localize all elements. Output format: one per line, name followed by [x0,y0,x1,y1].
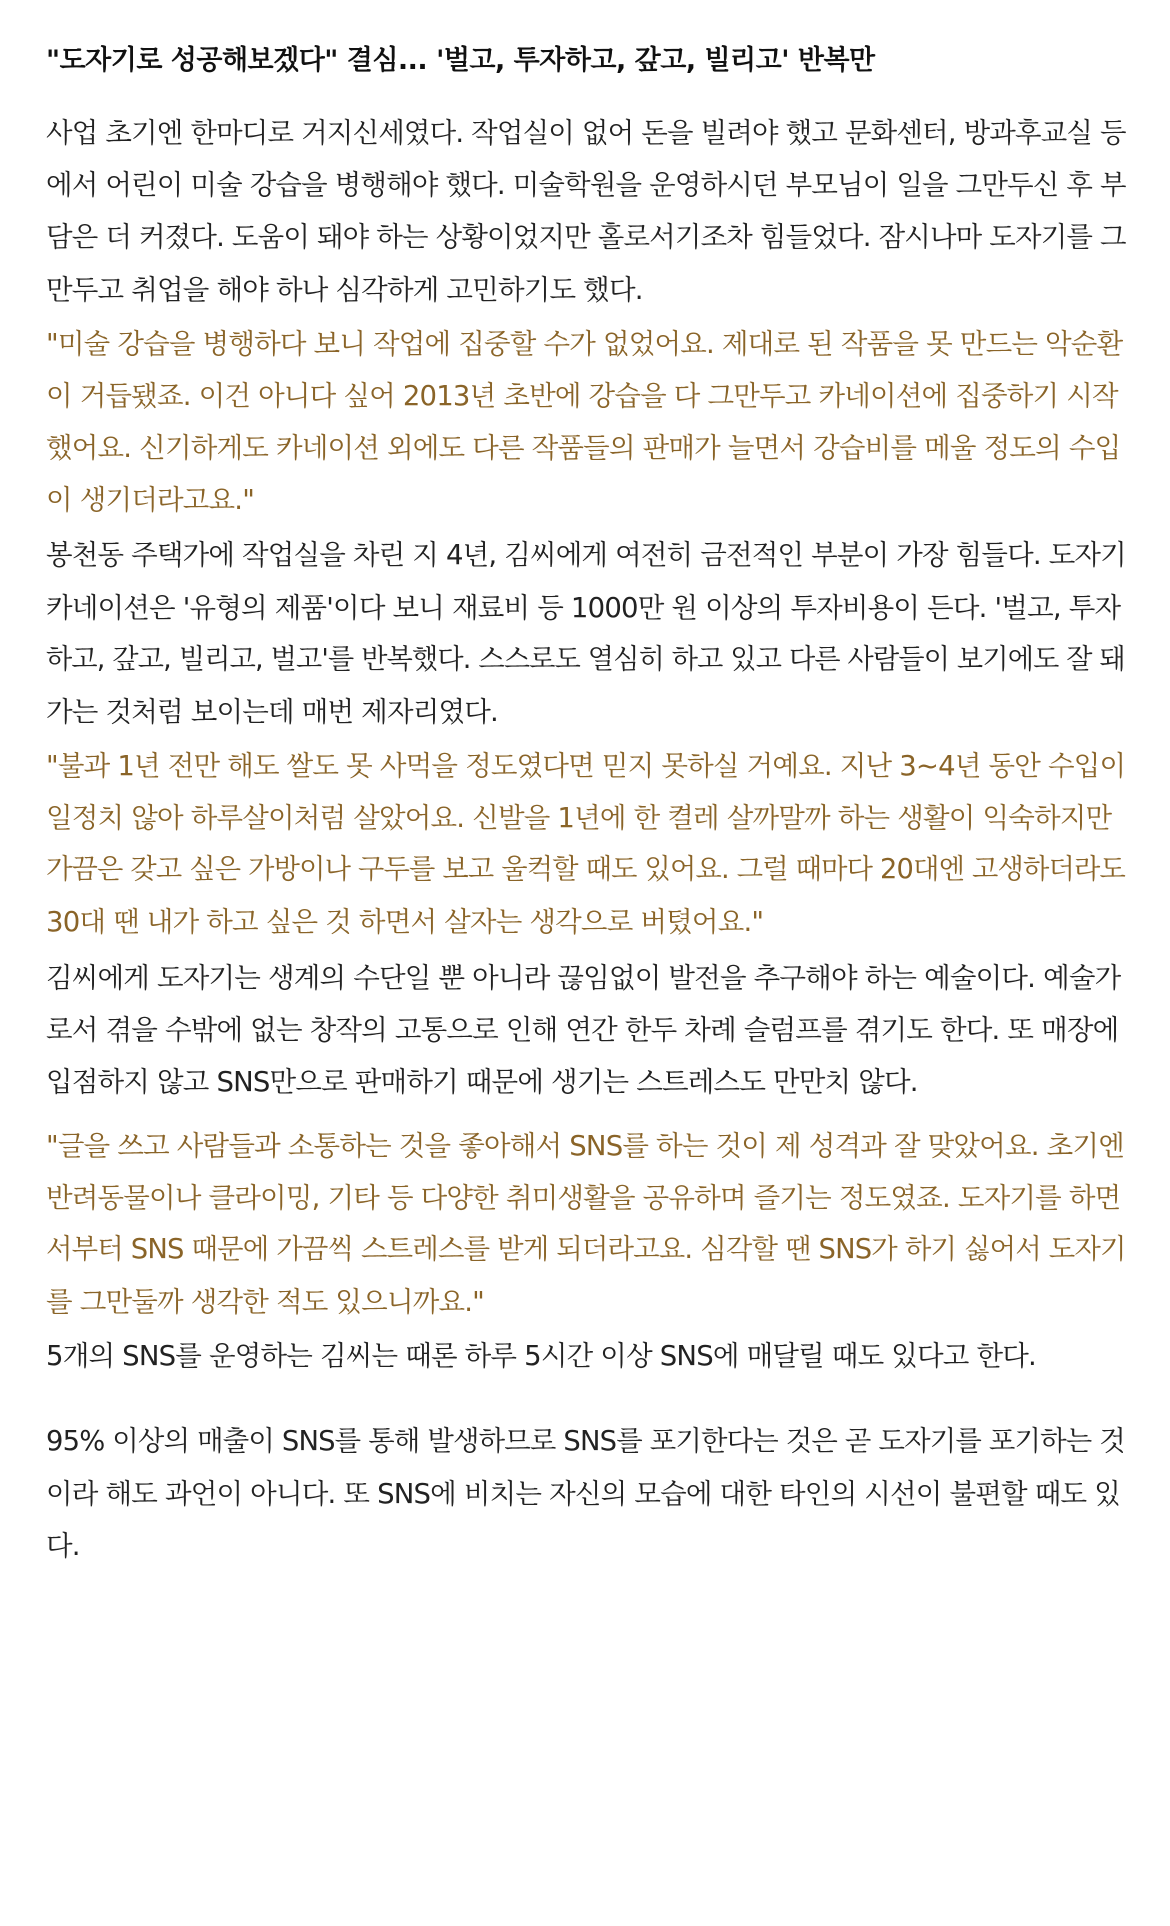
text-line: 가는 것처럼 보이는데 매번 제자리였다. [46,696,498,728]
text-line: 만두고 취업을 해야 하나 심각하게 고민하기도 했다. [46,274,643,306]
text-line: 다. [46,1530,80,1562]
text-line: 에서 어린이 미술 강습을 병행해야 했다. 미술학원을 운영하시던 부모님이 일을 그만두신 후 부 [46,170,1126,201]
text-line: 30대 땐 내가 하고 싶은 것 하면서 살자는 생각으로 버텼어요." [46,906,764,938]
text-line: 로서 겪을 수밖에 없는 창작의 고통으로 인해 연간 한두 차례 슬럼프를 겪기도 한다. 또 매장에 [46,1014,1119,1046]
quote-paragraph [46,1120,1126,1328]
text-line: 를 그만둘까 생각한 적도 있으니까요." [46,1286,485,1318]
text-line: 가끔은 갖고 싶은 가방이나 구두를 보고 울컥할 때도 있어요. 그럴 때마다 20대엔 고생하더라도 [46,854,1126,885]
text-line: 반려동물이나 클라이밍, 기타 등 다양한 취미생활을 공유하며 즐기는 정도였죠. 도자기를 하면 [46,1182,1121,1214]
text-line: 95% 이상의 매출이 SNS를 통해 발생하므로 SNS를 포기한다는 것은 곧 도자기를 포기하는 것 [46,1426,1125,1457]
text-line: 김씨에게 도자기는 생계의 수단일 뿐 아니라 끊임없이 발전을 추구해야 하는 예술이다. 예술가 [46,962,1121,994]
text-line: 입점하지 않고 SNS만으로 판매하기 때문에 생기는 스트레스도 만만치 않다. [46,1066,918,1098]
body-paragraph [46,952,1126,1108]
text-line: 일정치 않아 하루살이처럼 살았어요. 신발을 1년에 한 켤레 살까말까 하는 생활이 익숙하지만 [46,802,1112,834]
text-line: 하고, 갚고, 빌리고, 벌고'를 반복했다. 스스로도 열심히 하고 있고 다른 사람들이 보기에도 잘 돼 [46,644,1125,675]
text-line: 이라 해도 과언이 아니다. 또 SNS에 비치는 자신의 모습에 대한 타인의 시선이 불편할 때도 있 [46,1478,1120,1510]
article-headline: "도자기로 성공해보겠다" 결심... '벌고, 투자하고, 갚고, 빌리고' 반복만 [46,45,875,76]
text-line: 사업 초기엔 한마디로 거지신세였다. 작업실이 없어 돈을 빌려야 했고 문화센터, 방과후교실 등 [46,118,1126,149]
body-paragraph [46,108,1126,316]
text-line: 이 거듭됐죠. 이건 아니다 싶어 2013년 초반에 강습을 다 그만두고 카네이션에 집중하기 시작 [46,380,1118,412]
text-line: 5개의 SNS를 운영하는 김씨는 때론 하루 5시간 이상 SNS에 매달릴 때도 있다고 한다. [46,1340,1036,1372]
body-paragraph [46,1416,1126,1572]
body-paragraph [46,1330,1126,1382]
text-line: 서부터 SNS 때문에 가끔씩 스트레스를 받게 되더라고요. 심각할 땐 SNS가 하기 싫어서 도자기 [46,1234,1126,1265]
quote-paragraph [46,740,1126,948]
quote-paragraph [46,318,1126,526]
body-paragraph [46,530,1126,738]
text-line: 담은 더 커졌다. 도움이 돼야 하는 상황이었지만 홀로서기조차 힘들었다. 잠시나마 도자기를 그 [46,222,1126,253]
text-line: "글을 쓰고 사람들과 소통하는 것을 좋아해서 SNS를 하는 것이 제 성격과 잘 맞았어요. 초기엔 [46,1130,1124,1162]
text-line: 이 생기더라고요." [46,484,255,516]
text-line: 봉천동 주택가에 작업실을 차린 지 4년, 김씨에게 여전히 금전적인 부분이 가장 힘들다. 도자기 [46,540,1126,571]
text-line: 카네이션은 '유형의 제품'이다 보니 재료비 등 1000만 원 이상의 투자비용이 든다. '벌고, 투자 [46,592,1121,624]
text-line: 했어요. 신기하게도 카네이션 외에도 다른 작품들의 판매가 늘면서 강습비를 메울 정도의 수입 [46,432,1121,464]
text-line: "불과 1년 전만 해도 쌀도 못 사먹을 정도였다면 믿지 못하실 거예요. 지난 3~4년 동안 수입이 [46,750,1126,782]
text-line: "미술 강습을 병행하다 보니 작업에 집중할 수가 없었어요. 제대로 된 작품을 못 만드는 악순환 [46,328,1123,360]
